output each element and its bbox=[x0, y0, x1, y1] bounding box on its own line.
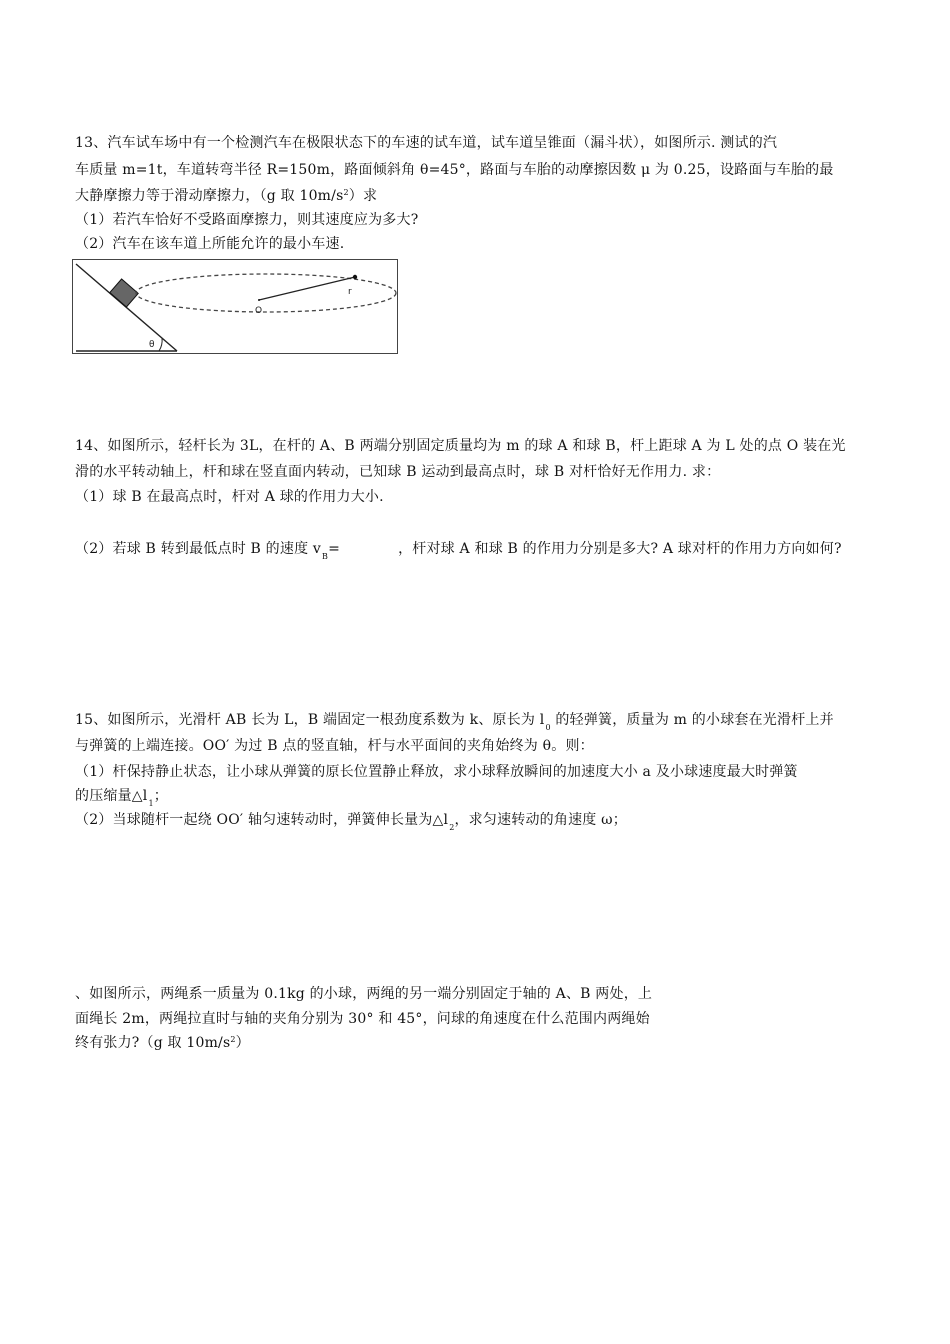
circular-track-ellipse bbox=[136, 274, 396, 312]
label-o: O bbox=[255, 306, 263, 316]
label-r: r bbox=[348, 287, 352, 297]
q15-part-2-rest: ，求匀速转动的角速度 ω； bbox=[454, 812, 627, 828]
q14-part-2-rest: ，杆对球 A 和球 B 的作用力分别是多大? A 球对杆的作用力方向如何? bbox=[398, 541, 842, 557]
q15-part-2 bbox=[75, 810, 627, 832]
banked-track-diagram bbox=[73, 260, 397, 353]
q16-line-3-text: 终有张力?（g 取 10m/s bbox=[75, 1035, 231, 1051]
q13-line-2: 车质量 m=1t，车道转弯半径 R=150m，路面倾斜角 θ=45°，路面与车胎的动摩擦因数 μ 为 0.25，设路面与车胎的最 bbox=[75, 162, 834, 178]
q15-part-1-line-2-end: ； bbox=[153, 788, 168, 804]
q16-line-3 bbox=[75, 1033, 250, 1055]
q14-part-2-text: （2）若球 B 转到最低点时 B 的速度 v bbox=[75, 541, 322, 557]
q13-line-3 bbox=[75, 186, 377, 208]
center-point bbox=[258, 299, 260, 301]
radius-end-point bbox=[353, 275, 357, 279]
q15-line-2: 与弹簧的上端连接。OO′ 为过 B 点的竖直轴，杆与水平面间的夹角始终为 θ。则： bbox=[75, 738, 594, 754]
q16-line-3-end: ） bbox=[235, 1035, 250, 1051]
q15-part-2-text: （2）当球随杆一起绕 OO′ 轴匀速转动时，弹簧伸长量为△l bbox=[75, 812, 449, 828]
car-block bbox=[110, 279, 138, 307]
q13-part-2: （2）汽车在该车道上所能允许的最小车速. bbox=[75, 236, 345, 252]
q16-line-3-exponent: 2 bbox=[230, 1035, 236, 1044]
q16-line-2: 面绳长 2m，两绳拉直时与轴的夹角分别为 30° 和 45°，问球的角速度在什么范围内两绳始 bbox=[75, 1011, 650, 1027]
q14-part-2 bbox=[75, 539, 842, 561]
q15-line-1-text: 15、如图所示，光滑杆 AB 长为 L，B 端固定一根劲度系数为 k、原长为 l bbox=[75, 712, 545, 728]
q15-part-1-line-1: （1）杆保持静止状态，让小球从弹簧的原长位置静止释放，求小球释放瞬间的加速度大小 a 及小球速度最大时弹簧 bbox=[75, 764, 798, 780]
q13-line-1: 13、汽车试车场中有一个检测汽车在极限状态下的车速的试车道，试车道呈锥面（漏斗状），如图所示. 测试的汽 bbox=[75, 135, 778, 151]
q13-figure bbox=[72, 259, 398, 354]
q13-part-1: （1）若汽车恰好不受路面摩擦力，则其速度应为多大? bbox=[75, 212, 419, 228]
radius-line bbox=[259, 277, 355, 300]
q14-part-1: （1）球 B 在最高点时，杆对 A 球的作用力大小. bbox=[75, 489, 384, 505]
label-theta: θ bbox=[149, 340, 155, 350]
q15-line-1-rest: 的轻弹簧，质量为 m 的小球套在光滑杆上并 bbox=[550, 712, 834, 728]
q13-line-3-text: 大静摩擦力等于滑动摩擦力，（g 取 10m/s bbox=[75, 188, 344, 204]
q15-part-2-subscript: 2 bbox=[449, 823, 455, 832]
q14-part-2-subscript: B bbox=[322, 552, 329, 561]
q13-line-3-end: ）求 bbox=[348, 188, 378, 204]
q15-part-1-line-2-text: 的压缩量△l bbox=[75, 788, 148, 804]
q15-part-1-subscript: 1 bbox=[148, 799, 154, 808]
q15-line-1 bbox=[75, 710, 834, 732]
q14-part-2-equals: = bbox=[328, 541, 341, 557]
q14-line-1: 14、如图所示，轻杆长为 3L，在杆的 A、B 两端分别固定质量均为 m 的球 A 和球 B，杆上距球 A 为 L 处的点 O 装在光 bbox=[75, 438, 846, 454]
q15-line-1-subscript: 0 bbox=[545, 723, 551, 732]
q13-line-3-exponent: 2 bbox=[343, 188, 349, 197]
q15-part-1-line-2 bbox=[75, 786, 168, 808]
q16-line-1: 、如图所示，两绳系一质量为 0.1kg 的小球，两绳的另一端分别固定于轴的 A、B 两处，上 bbox=[75, 986, 653, 1002]
q14-line-2: 滑的水平转动轴上，杆和球在竖直面内转动，已知球 B 运动到最高点时，球 B 对杆恰好无作用力. 求： bbox=[75, 464, 721, 480]
angle-arc bbox=[159, 338, 162, 351]
